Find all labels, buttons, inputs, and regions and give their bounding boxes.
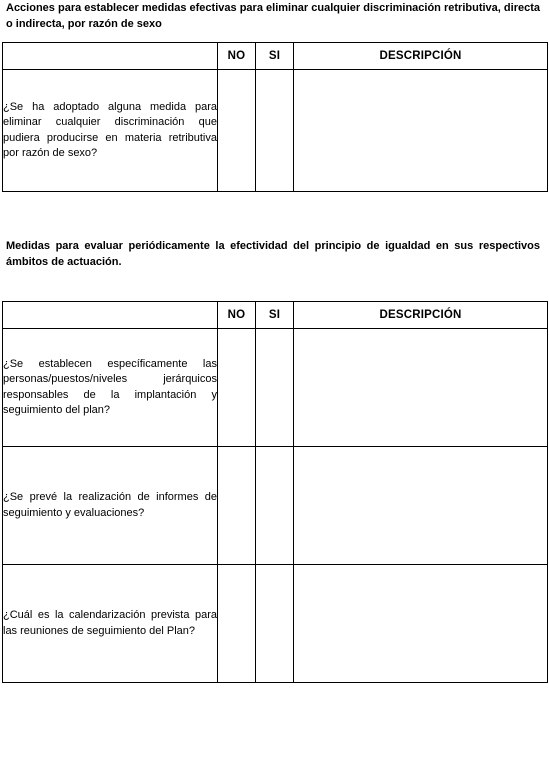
table-row	[3, 565, 548, 683]
question-column-header	[3, 302, 218, 329]
question-text: ¿Se establecen específicamente las personas/puestos/niveles jerárquicos responsables de la implantación y seguimiento del plan?	[3, 329, 218, 447]
column-header-no: NO	[218, 302, 256, 329]
column-header-no: NO	[218, 43, 256, 70]
table-header-row	[3, 302, 548, 329]
answer-no-cell[interactable]	[218, 565, 256, 683]
question-text: ¿Cuál es la calendarización prevista para las reuniones de seguimiento del Plan?	[3, 565, 218, 683]
column-header-si: SI	[256, 302, 294, 329]
answer-no-cell[interactable]	[218, 447, 256, 565]
question-text: ¿Se ha adoptado alguna medida para eliminar cualquier discriminación que pudiera producirse en materia retributiva por razón de sexo?	[3, 70, 218, 192]
column-header-si: SI	[256, 43, 294, 70]
answer-si-cell[interactable]	[256, 329, 294, 447]
section-2-heading: Medidas para evaluar periódicamente la efectividad del principio de igualdad en sus respectivos ámbitos de actuación.	[6, 240, 540, 268]
description-cell[interactable]	[294, 565, 548, 683]
table-row	[3, 329, 548, 447]
description-cell[interactable]	[294, 447, 548, 565]
table-header-row	[3, 43, 548, 70]
question-text: ¿Se prevé la realización de informes de seguimiento y evaluaciones?	[3, 447, 218, 565]
section-2-table	[2, 301, 548, 683]
answer-no-cell[interactable]	[218, 70, 256, 192]
table-row	[3, 447, 548, 565]
answer-si-cell[interactable]	[256, 447, 294, 565]
answer-si-cell[interactable]	[256, 565, 294, 683]
question-column-header	[3, 43, 218, 70]
column-header-descripcion: DESCRIPCIÓN	[294, 302, 548, 329]
section-1-table	[2, 42, 548, 192]
answer-si-cell[interactable]	[256, 70, 294, 192]
answer-no-cell[interactable]	[218, 329, 256, 447]
column-header-descripcion: DESCRIPCIÓN	[294, 43, 548, 70]
description-cell[interactable]	[294, 70, 548, 192]
description-cell[interactable]	[294, 329, 548, 447]
section-1-heading: Acciones para establecer medidas efectivas para eliminar cualquier discriminación retributiva, directa o indirecta, por razón de sexo	[6, 2, 540, 30]
table-row	[3, 70, 548, 192]
